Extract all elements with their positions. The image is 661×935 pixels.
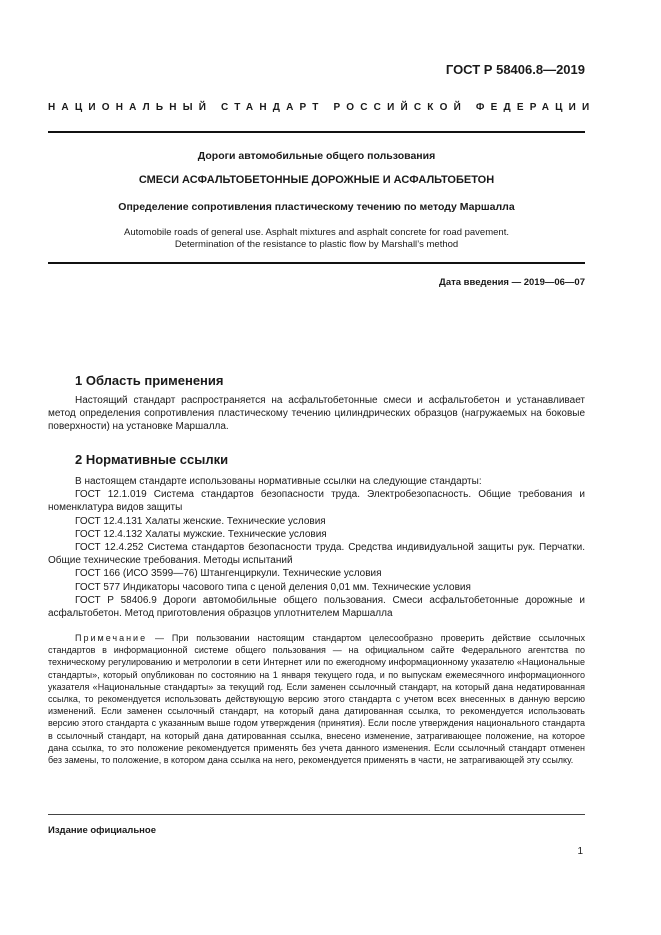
section-heading-scope: 1 Область применения [75,373,224,388]
page-number: 1 [577,846,583,857]
reference-item: ГОСТ 577 Индикаторы часового типа с ценой деления 0,01 мм. Технические условия [75,581,471,593]
edition-label: Издание официальное [48,825,156,836]
footer-divider [48,814,585,815]
introduction-date: Дата введения — 2019—06—07 [439,277,585,288]
document-number: ГОСТ Р 58406.8—2019 [445,62,585,77]
top-divider [48,131,585,133]
note-label: Примечание [75,633,148,643]
reference-item: ГОСТ 166 (ИСО 3599—76) Штангенциркули. Технические условия [75,568,382,580]
national-standard-banner: НАЦИОНАЛЬНЫЙ СТАНДАРТ РОССИЙСКОЙ ФЕДЕРАЦИИ [48,102,596,113]
reference-item: ГОСТ 12.1.019 Система стандартов безопасности труда. Электробезопасность. Общие требования и номенклатура видов защиты [48,489,585,514]
reference-item: ГОСТ Р 58406.9 Дороги автомобильные общего пользования. Смеси асфальтобетонные дорожные и асфальтобетон. Метод приготовления образцов уплотнителем Маршалла [48,594,585,620]
english-title-line-1: Automobile roads of general use. Asphalt mixtures and asphalt concrete for road pavement. [124,227,509,238]
reference-item: ГОСТ 12.4.132 Халаты мужские. Технические условия [75,528,327,540]
reference-item: ГОСТ 12.4.252 Система стандартов безопасности труда. Средства индивидуальной защиты рук. Перчатки. Общие технические требования. Методы испытаний [48,542,585,567]
scope-paragraph: Настоящий стандарт распространяется на асфальтобетонные смеси и асфальтобетон и устанавливает метод определения сопротивления пластическому течению цилиндрических образцов (нагружаемых на боковые поверхности) на установке Маршалла. [48,395,585,433]
title-line-1: Дороги автомобильные общего пользования [197,150,436,162]
english-title-line-2: Determination of the resistance to plastic flow by Marshall’s method [174,239,459,250]
references-intro: В настоящем стандарте использованы нормативные ссылки на следующие стандарты: [75,476,482,487]
title-line-2: СМЕСИ АСФАЛЬТОБЕТОННЫЕ ДОРОЖНЫЕ И АСФАЛЬТОБЕТОН [138,174,495,186]
reference-item: ГОСТ 12.4.131 Халаты женские. Технические условия [75,515,326,527]
title-divider [48,262,585,264]
english-title [48,227,585,251]
references-block [48,475,585,620]
note-paragraph [48,632,585,766]
note-text: — При пользовании настоящим стандартом целесообразно проверить действие ссылочных стандартов в информационной системе общего пользования — на официальном сайте Федерального агентства по техническому регулированию и метрологии в сети Интернет или по ежегодному информационному указателю «Национальные стандарты», который опубликован по состоянию на 1 января текущего года, и по выпускам ежемесячного информационного указателя «Национальные стандарты» за текущий год. Если заменен ссылочный стандарт, на который дана недатированная ссылка, то рекомендуется использовать действующую версию этого стандарта с учетом всех внесенных в данную версию изменений. Если заменен ссылочный стандарт, на который дана датированная ссылка, то рекомендуется использовать версию этого стандарта с указанным выше годом утверждения (принятия). Если после утверждения национального стандарта в ссылочный стандарт, на который дана датированная ссылка, внесено изменение, затрагивающее положение, на которое дана ссылка, то это положение рекомендуется применять без учета данного изменения. Если ссылочный стандарт отменен без замены, то положение, в котором дана ссылка на него, рекомендуется применять в части, не затрагивающей эту ссылку. [48,633,585,766]
title-line-3: Определение сопротивления пластическому течению по методу Маршалла [118,201,515,213]
section-heading-references: 2 Нормативные ссылки [75,452,229,467]
